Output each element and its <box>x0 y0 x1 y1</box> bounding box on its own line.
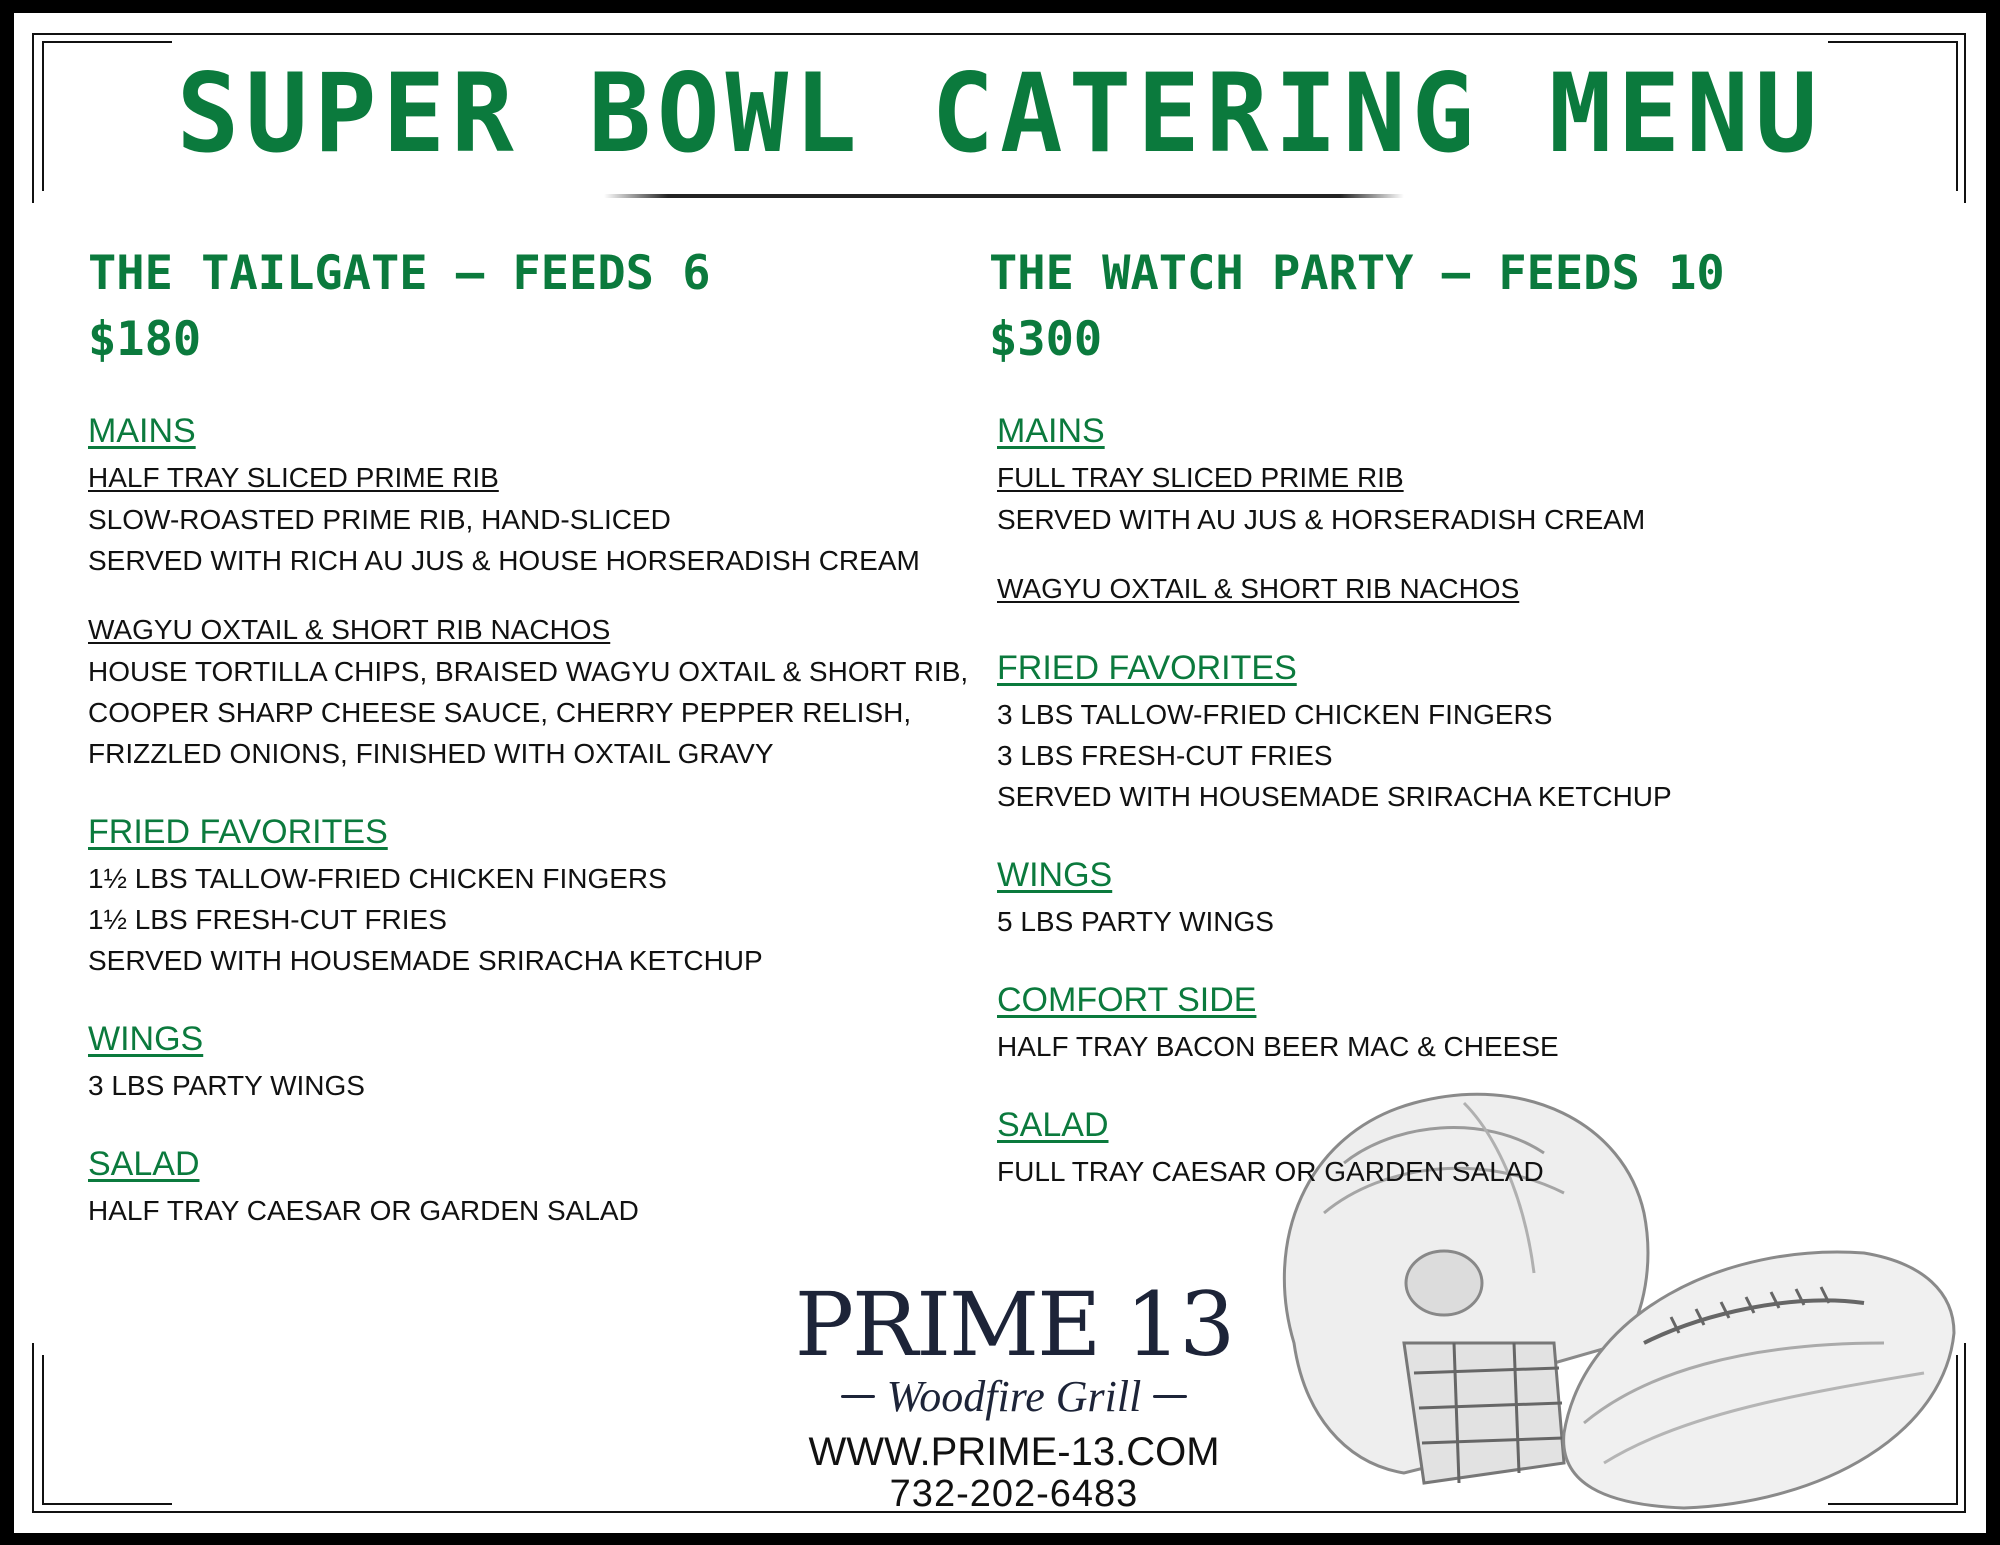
package-price: $300 <box>989 312 1103 367</box>
menu-item-line: HOUSE TORTILLA CHIPS, BRAISED WAGYU OXTAIL & SHORT RIB, <box>88 656 969 687</box>
section-title: MAINS <box>997 412 1105 450</box>
section-salad <box>997 1101 1917 1192</box>
phone-number[interactable]: 732-202-6483 <box>889 1473 1139 1515</box>
menu-item <box>997 568 1917 610</box>
section-wings <box>997 851 1917 942</box>
menu-item-line: HALF TRAY CAESAR OR GARDEN SALAD <box>88 1195 639 1226</box>
menu-item-line: 1½ LBS TALLOW-FRIED CHICKEN FINGERS <box>88 863 667 894</box>
section-wings <box>88 1015 1008 1106</box>
frame-top-line <box>32 33 1964 35</box>
section-fried-favorites <box>997 644 1917 817</box>
section-salad <box>88 1140 1008 1231</box>
menu-item-line: SERVED WITH RICH AU JUS & HOUSE HORSERADISH CREAM <box>88 545 920 576</box>
section-title: SALAD <box>997 1106 1109 1144</box>
package-title: THE WATCH PARTY – FEEDS 10 <box>989 246 1725 301</box>
section-title: WINGS <box>997 856 1113 894</box>
menu-item-line: 3 LBS TALLOW-FRIED CHICKEN FINGERS <box>997 699 1553 730</box>
menu-item-line: 1½ LBS FRESH-CUT FRIES <box>88 904 447 935</box>
menu-item <box>88 457 1008 581</box>
menu-item-line: 3 LBS PARTY WINGS <box>88 1070 365 1101</box>
section-title: FRIED FAVORITES <box>997 649 1297 687</box>
menu-item <box>88 609 1008 774</box>
section-mains <box>997 407 1917 610</box>
menu-item-name: FULL TRAY SLICED PRIME RIB <box>997 462 1404 493</box>
brand-tagline: Woodfire Grill <box>886 1372 1142 1421</box>
website-link[interactable]: WWW.PRIME-13.COM <box>808 1430 1220 1474</box>
menu-item-name: WAGYU OXTAIL & SHORT RIB NACHOS <box>997 573 1520 604</box>
package-price: $180 <box>88 312 202 367</box>
menu-item <box>997 457 1917 540</box>
brand-tagline-row <box>734 1371 1294 1422</box>
brand-block <box>734 1273 1294 1516</box>
package-tailgate <box>88 241 1008 1231</box>
menu-item-line: SERVED WITH HOUSEMADE SRIRACHA KETCHUP <box>997 781 1672 812</box>
menu-item-line: 5 LBS PARTY WINGS <box>997 906 1274 937</box>
menu-item-line: HALF TRAY BACON BEER MAC & CHEESE <box>997 1031 1559 1062</box>
menu-item-line: SERVED WITH AU JUS & HORSERADISH CREAM <box>997 504 1646 535</box>
frame-right-bottom-line <box>1964 1343 1966 1513</box>
frame-inner-left-bottom <box>42 1355 44 1505</box>
menu-item-line: FULL TRAY CAESAR OR GARDEN SALAD <box>997 1156 1544 1187</box>
menu-item-line: FRIZZLED ONIONS, FINISHED WITH OXTAIL GRAVY <box>88 738 774 769</box>
menu-item-name: WAGYU OXTAIL & SHORT RIB NACHOS <box>88 614 611 645</box>
section-title: MAINS <box>88 412 196 450</box>
menu-page <box>14 13 1986 1533</box>
menu-item-line: SLOW-ROASTED PRIME RIB, HAND-SLICED <box>88 504 671 535</box>
section-comfort-side <box>997 976 1917 1067</box>
section-title: SALAD <box>88 1145 200 1183</box>
frame-left-bottom-line <box>32 1343 34 1513</box>
frame-inner-top-right <box>1828 41 1958 43</box>
menu-item-line: 3 LBS FRESH-CUT FRIES <box>997 740 1333 771</box>
section-title: COMFORT SIDE <box>997 981 1257 1019</box>
package-title: THE TAILGATE – FEEDS 6 <box>88 246 711 301</box>
page-title: SUPER BOWL CATERING MENU <box>176 48 1824 178</box>
menu-item-name: HALF TRAY SLICED PRIME RIB <box>88 462 499 493</box>
menu-item-line: SERVED WITH HOUSEMADE SRIRACHA KETCHUP <box>88 945 763 976</box>
brand-logo-name: PRIME 13 <box>794 1273 1234 1376</box>
frame-inner-top-left <box>42 41 172 43</box>
section-title: FRIED FAVORITES <box>88 813 388 851</box>
section-fried-favorites <box>88 808 1008 981</box>
menu-item-line: COOPER SHARP CHEESE SAUCE, CHERRY PEPPER RELISH, <box>88 697 912 728</box>
section-mains <box>88 407 1008 774</box>
section-title: WINGS <box>88 1020 204 1058</box>
title-underline <box>604 194 1404 198</box>
frame-inner-bottom-left <box>42 1503 172 1505</box>
tagline-dash-left <box>841 1395 875 1398</box>
package-watch-party <box>989 241 1917 1192</box>
tagline-dash-right <box>1153 1395 1187 1398</box>
